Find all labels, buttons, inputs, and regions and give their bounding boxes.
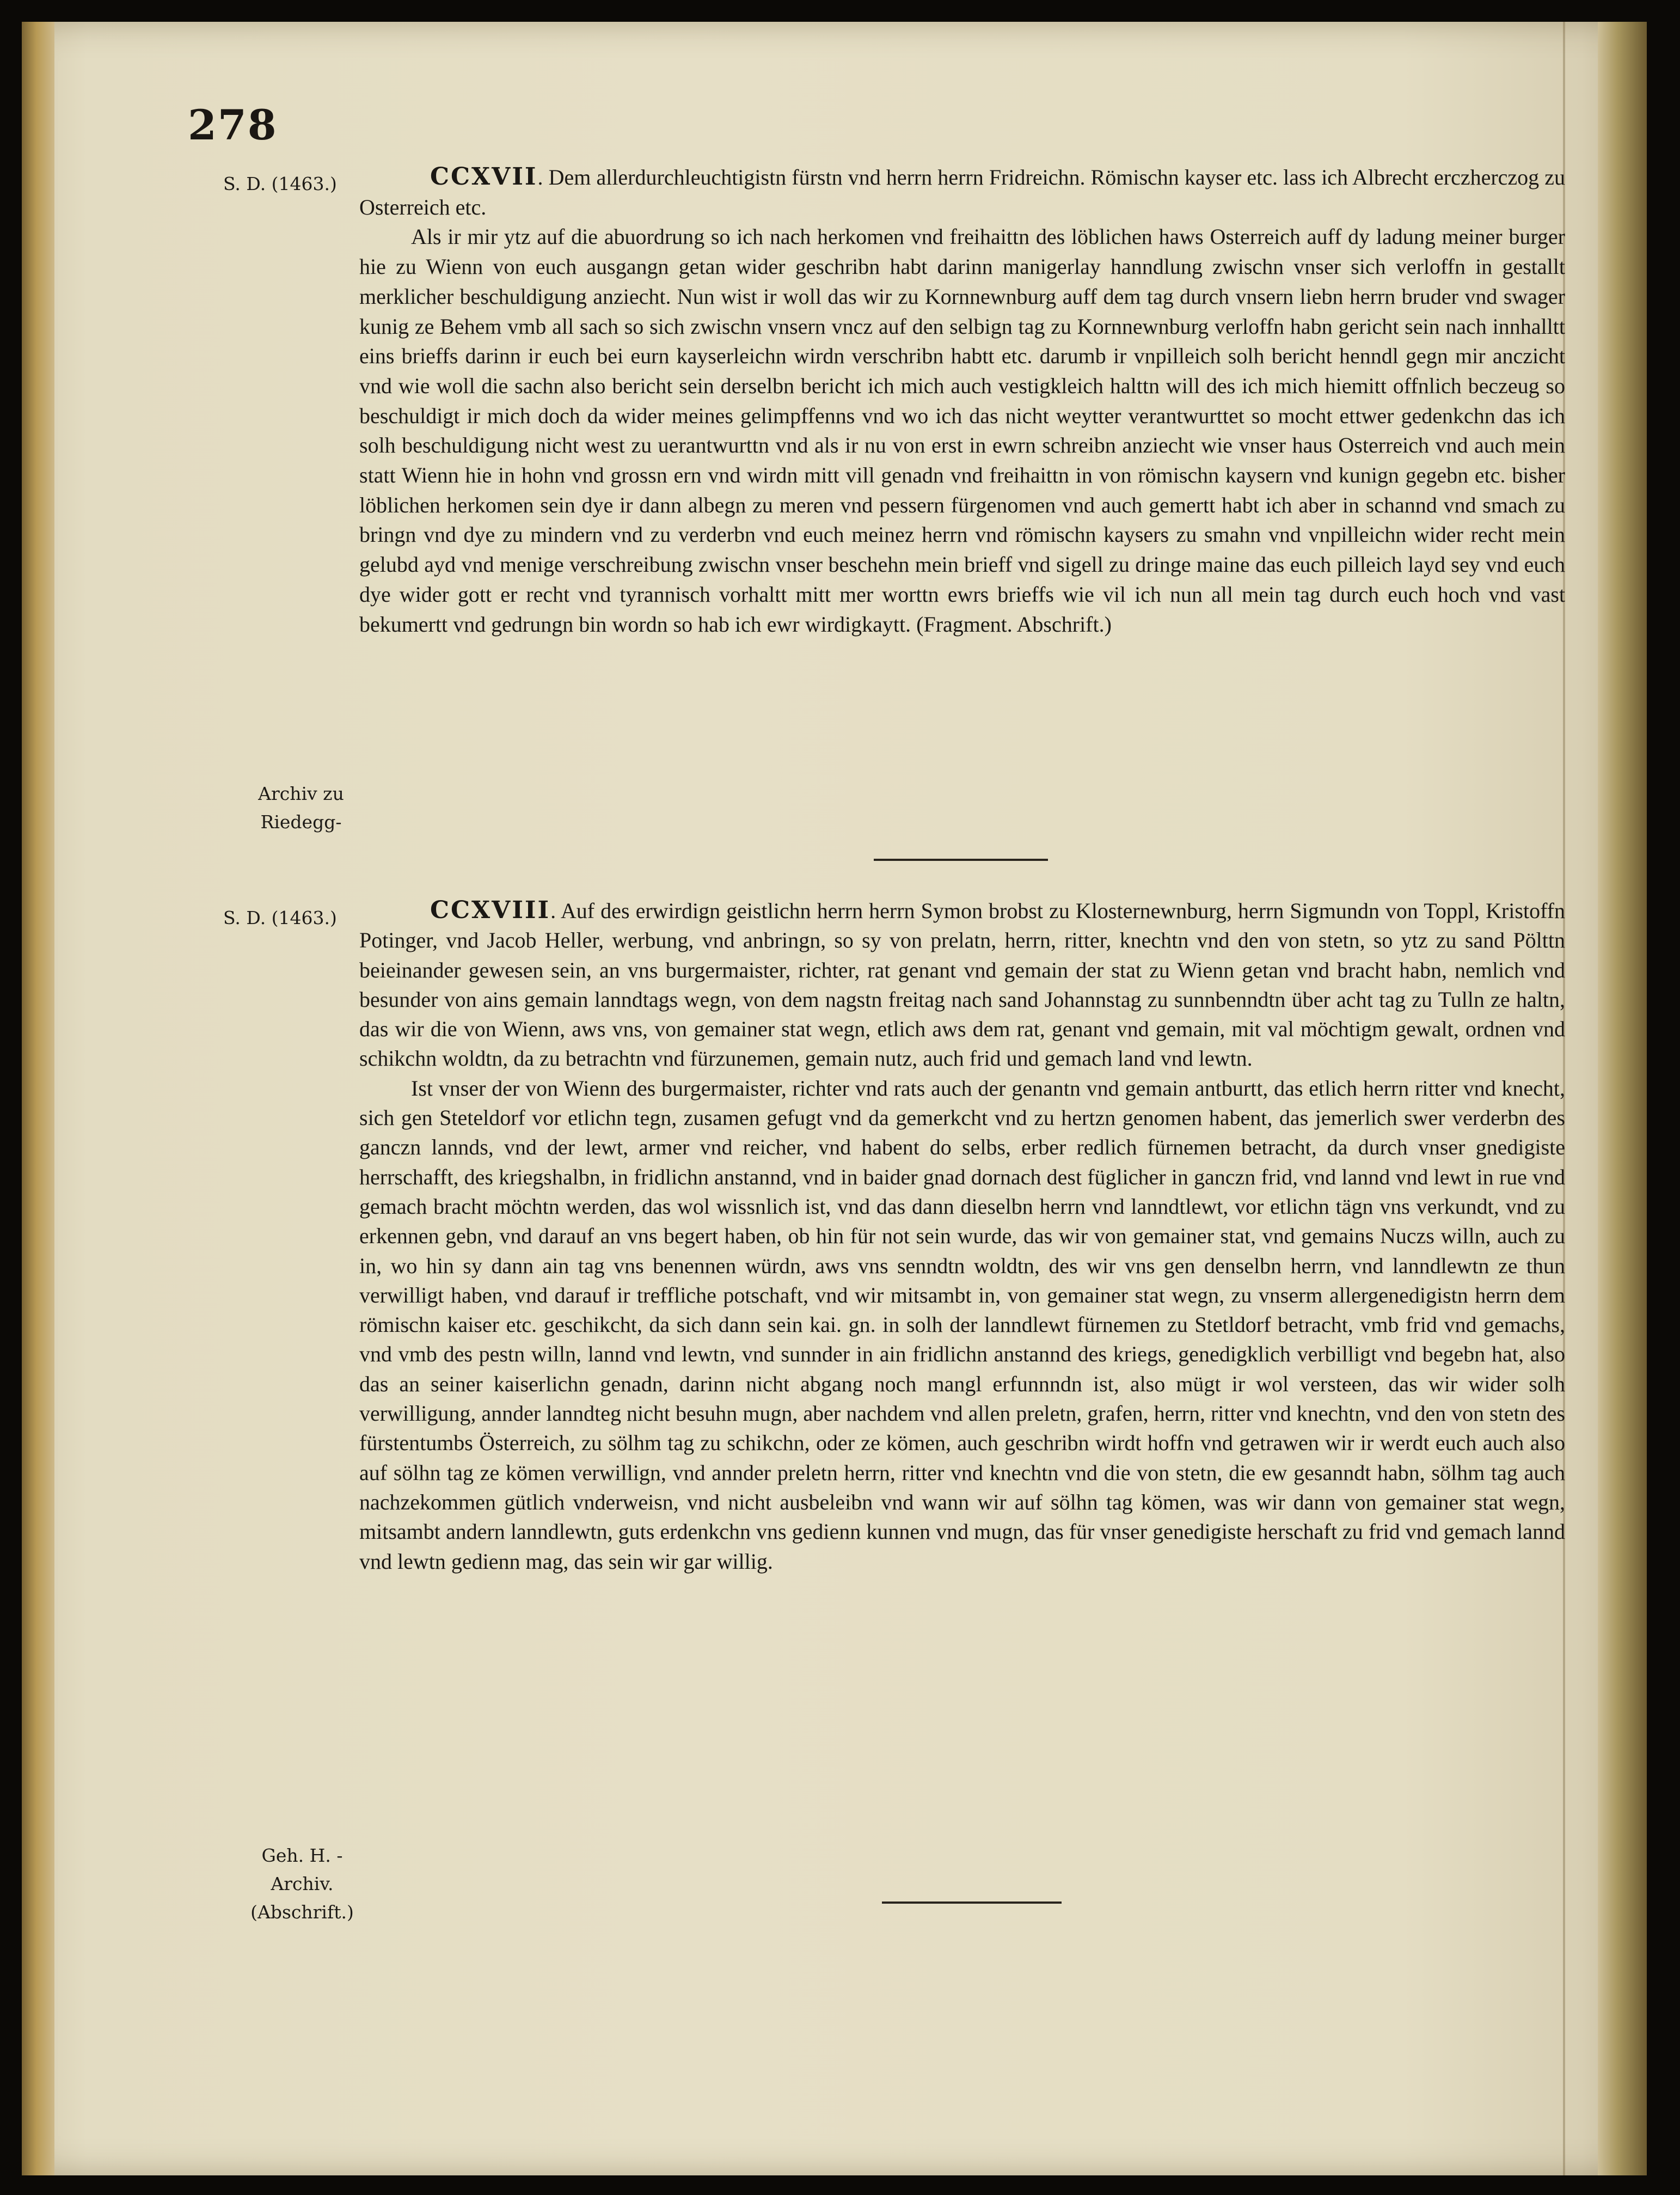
source-note: Archiv zu Riedegg- bbox=[258, 783, 344, 833]
document-date: S. D. (1463.) bbox=[223, 173, 337, 194]
document-heading-paragraph: CCXVII. Dem allerdurchleuchtigistn fürstn vnd herrn herrn Fridreichn. Römischn kayser etc. lass ich Albrecht erczherczog zu Osterreich etc. bbox=[359, 163, 1566, 219]
document-number: CCXVII bbox=[430, 163, 538, 191]
book-gutter bbox=[1598, 22, 1647, 2175]
source-note: Geh. H. - Archiv. (Abschrift.) bbox=[250, 1845, 354, 1923]
section-divider bbox=[882, 1901, 1062, 1904]
paragraph: Ist vnser der von Wienn des burgermaister, richter vnd rats auch der genantn vnd gemain antburtt, das etlich herrn ritter vnd knecht, sich gen Steteldorf vor etlichn tegn, zusamen gefugt vnd da gemerkcht vnd zu hertzn genomen habent, das jemerlich swer verderbn des ganczn lannds, vnd der lewt, armer vnd reicher, vnd habent do selbs, erber redlich fürnemen betracht, da durch vnser gnedigiste herrschafft, des kriegshalbn, in fridlichn anstannd, vnd in baider gnad dornach dest füglicher in ganczn frid, vnd lannd vnd lewt in rue vnd gemach bracht möchtn werden, das wol wissnlich ist, vnd das dann dieselbn herrn vnd lanndtlewt, vor etlichn tägn vns verkundt, vnd zu erkennen gebn, vnd darauf an vns begert haben, ob hin für not sein wurde, das wir von gemainer stat, vnd gemains Nuczs willn, auch zu in, wo hin sy dann ain tag vns benennen würdn, aws vns senndtn woldtn, des wir vns gen denselbn herrn, vnd lanndlewtn ze thun verwilligt haben, vnd darauf ir treffliche potschaft, vnd wir mitsambt in, von gemainer stat wegn, zu vnserm allergenedigistn herrn dem römischn kaiser etc. geschikcht, da sich dann sein kai. gn. in solh der lanndlewt fürnemen zu Stetldorf betracht, vmb frid vnd gemachs, vnd vmb des pestn willn, lannd vnd lewtn, vnd sunnder in ain fridlichn anstannd des kriegs, genedigklich verbilligt vnd begebn hat, also das an seiner kaiserlichn genadn, darinn nicht abgang noch mangl erfunnndn ist, also mügt ir wol versteen, das wir wider solh verwilligung, annder lanndteg nicht besuhn mugn, aber nachdem vnd allen preletn, grafen, herrn, ritter vnd knechtn, vnd den von stetn des fürstentumbs Österreich, zu sölhm tag zu schikchn, oder ze kömen, auch geschribn wirdt hoffn vnd getrawen wir ir werdt euch auch also auf sölhn tag ze kömen verwillign, vnd annder preletn herrn, ritter vnd knechtn vnd die von stetn, die ew gesanndt habn, sölhm tag auch nachzekommen gütlich vnderweisn, vnd nicht ausbeleibn vnd wann wir auf sölhn tag kömen, was wir dann von gemainer stat wegn, mitsambt andern lanndlewtn, guts erdenkchn vns gedienn kunnen vnd mugn, das für vnser genedigiste herschaft zu frid vnd gemach lannd vnd lewtn gedienn mag, das sein wir gar willig. bbox=[359, 1075, 1565, 1574]
document-body bbox=[359, 162, 1565, 639]
section-divider bbox=[874, 859, 1048, 861]
paragraph: Als ir mir ytz auf die abuordrung so ich nach herkomen vnd freihaittn des löblichen haws Osterreich auff dy ladung meiner burger hie zu Wienn von euch ausgangn getan wider geschribn habt darinn manigerlay hanndlung zwischn vnser sich verloffn in gestallt merklicher beschuldigung anziecht. Nun wist ir woll das wir zu Kornnewnburg auff dem tag durch vnsern liebn herrn bruder vnd swager kunig ze Behem vmb all sach so sich zwischn vnsern vncz auf den selbign tag zu Kornnewnburg verloffn habn gericht sein nach innhalltt eins brieffs darinn ir euch bei eurn kayserleichn wirdn verschribn habtt etc. darumb ir vnpilleich solh bericht henndl gegn mir anczicht vnd wie woll die sachn also bericht sein derselbn bericht ich mich auch vestigkleich halttn will des ich mich hiemitt offnlich beczeug so beschuldigt ir mich doch da wider meines gelimpffenns vnd wo ich das nicht weytter verantwurttet so mocht ettwer gedenkchn das ich solh beschuldigung nicht west zu uerantwurttn vnd als ir nu von erst in ewrn schreibn anziecht wie vnser haus Osterreich vnd auch mein statt Wienn hie in hohn vnd grossn ern vnd wirdn mitt vill genadn vnd freihaittn in von römischn kaysern vnd kunign gegebn etc. bisher löblichen herkomen sein dye ir dann albegn zu meren vnd pessern fürgenomen vnd auch gemertt habt ich aber in schannd vnd smach zu bringn vnd dye zu mindern vnd zu verderbn vnd euch meinez herrn vnd römischn kaysers zu smahn vnd vnpilleichn wider recht mein gelubd ayd vnd menige verschreibung zwischn vnser beschehn mein brieff vnd sigell zu dringe maine das euch pilleich layd sey vnd euch dye wider gott er recht vnd tyrannisch vorhaltt mitt mer worttn ewrs brieffs wie vil ich nun all mein tag durch euch hoch vnd vast bekumertt vnd gedrungn bin wordn so hab ich ewr wirdigkaytt. (Fragment. Abschrift.) bbox=[359, 224, 1565, 637]
page-number: 278 bbox=[188, 101, 278, 149]
document-number: CCXVIII bbox=[430, 896, 551, 924]
document-heading-paragraph: CCXVIII. Auf des erwirdign geistlichn herrn herrn Symon brobst zu Klosternewnburg, herrn Sigmundn von Toppl, Kristoffn Potinger, vnd Jacob Heller, werbung, vnd anbringn, so sy von prelatn, herrn, ritter, knechtn vnd den von stetn, so ytz zu sand Pölttn beieinander gewesen sein, an vns burgermaister, richter, rat genant vnd gemain der stat zu Wienn getan vnd bracht habn, nemlich vnd besunder von ains gemain lanndtags wegn, von dem nagstn freitag nach sand Johannstag zu sunnbenndtn über acht tag zu Tulln ze haltn, das wir die von Wienn, aws vns, von gemainer stat wegn, etlich aws dem rat, genant vnd gemain, mit val möchtigm gewalt, ordnen vnd schikchn woldtn, da zu betrachtn vnd fürzunemen, gemain nutz, auch frid und gemach land vnd lewtn. bbox=[359, 896, 1565, 1071]
document-body bbox=[359, 896, 1565, 1576]
paragraph: Auf des erwirdign geistlichn herrn herrn Symon brobst zu Klosternewnburg, herrn Sigmundn von Toppl, Kristoffn Potinger, vnd Jacob Heller, werbung, vnd anbringn, so sy von prelatn, herrn, ritter, knechtn vnd den von stetn, so ytz zu sand Pölttn beieinander gewesen sein, an vns burgermaister, richter, rat genant vnd gemain der stat zu Wienn getan vnd bracht habn, nemlich vnd besunder von ains gemain lanndtags wegn, von dem nagstn freitag nach sand Johannstag zu sunnbenndtn über acht tag zu Tulln ze haltn, das wir die von Wienn, aws vns, von gemainer stat wegn, etlich aws dem rat, genant vnd gemain, mit val möchtigm gewalt, ordnen vnd schikchn woldtn, da zu betrachtn vnd fürzunemen, gemain nutz, auch frid und gemach land vnd lewtn. bbox=[359, 898, 1565, 1071]
document-date: S. D. (1463.) bbox=[223, 907, 337, 928]
page-edge bbox=[22, 22, 54, 2175]
paragraph: Dem allerdurchleuchtigistn fürstn vnd herrn herrn Fridreichn. Römischn kayser etc. lass ich Albrecht erczherczog zu Osterreich etc. bbox=[359, 165, 1566, 219]
